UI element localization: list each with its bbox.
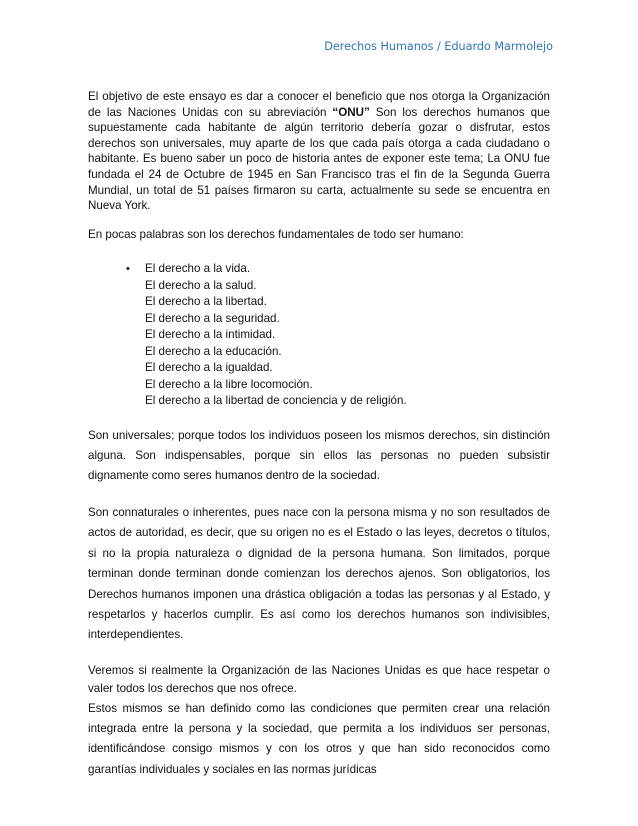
list-item: El derecho a la libertad de conciencia y de religión. [145,394,407,408]
list-item: El derecho a la intimidad. [145,328,276,342]
list-item: El derecho a la libre locomoción. [145,377,313,391]
list-item: El derecho a la educación. [145,344,282,358]
list-item: El derecho a la vida. [145,262,251,276]
list-item: El derecho a la igualdad. [145,361,273,375]
list-item: El derecho a la salud. [145,278,257,292]
bullet-icon: • [126,263,130,276]
spacer [88,487,550,503]
spacer [88,410,550,426]
onu-acronym: “ONU” [332,105,370,119]
page-header: Derechos Humanos / Eduardo Marmolejo [324,40,553,53]
spacer [88,646,550,662]
list-item: El derecho a la libertad. [145,295,267,309]
intro-text-after: Son los derechos humanos que supuestamente cada habitante de algún territorio debería gozar o disfrutar, estos derechos son universales, muy aparte de los que cada país otorga a cada ciudadano o habitante. Es bueno saber un poco de historia antes de exponer este tema; La ONU fue fundada el 24 de Octubre de 1945 en San Francisco tras el fin de la Segunda Guerra Mundial, un total de 51 países firmaron su carta, actualmente su sede se encuentra en Nueva York. [88,105,550,213]
universales-paragraph: Son universales; porque todos los individuos poseen los mismos derechos, sin distinción alguna. Son indispensables, porque sin ellos las personas no pueden subsistir dignamente como seres humanos dentro de la sociedad. [88,428,550,483]
spacer [88,214,550,226]
veremos-paragraph: Veremos si realmente la Organización de las Naciones Unidas es que hace respetar o valer todos los derechos que nos ofrece. [88,663,550,696]
intro-paragraph [88,89,550,214]
document-body [88,89,550,780]
connaturales-paragraph: Son connaturales o inherentes, pues nace con la persona misma y no son resultados de actos de autoridad, es decir, que su origen no es el Estado o las leyes, decretos o títulos, si no la propia naturaleza o dignidad de la persona humana. Son limitados, porque terminan donde terminan donde comienzan los derechos ajenos. Son obligatorios, los Derechos humanos imponen una drástica obligación a todas las personas y al Estado, y respetarlos y hacerlos cumplir. Es así como los derechos humanos son indivisibles, interdependientes. [88,505,550,642]
intro-text-before: El objetivo de este ensayo es dar a conocer el beneficio que nos otorga la Organización de las Naciones Unidas con su abreviación [88,90,550,119]
spacer [88,244,550,261]
summary-paragraph: En pocas palabras son los derechos fundamentales de todo ser humano: [88,227,464,241]
list-item: El derecho a la seguridad. [145,311,280,325]
estos-paragraph: Estos mismos se han definido como las condiciones que permiten crear una relación integrada entre la persona y la sociedad, que permita a los individuos ser personas, identificándose consigo mismos y con los otros y que han sido reconocidos como garantías individuales y sociales en las normas jurídicas [88,701,550,776]
rights-list [88,261,550,410]
